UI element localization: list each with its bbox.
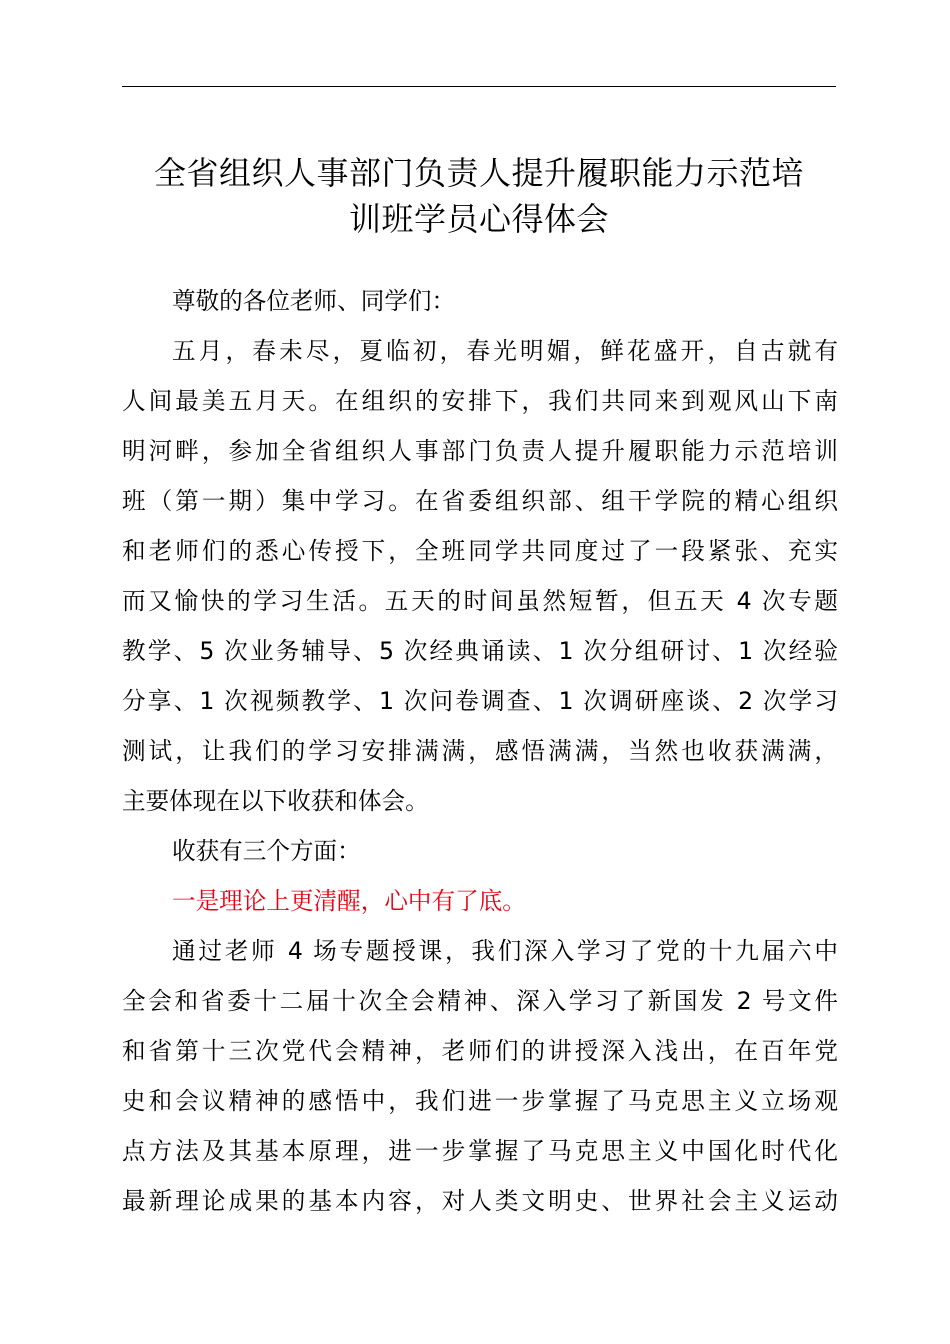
document-title	[110, 150, 848, 242]
paragraph-1-line: 分享、1 次视频教学、1 次问卷调查、1 次调研座谈、2 次学习	[122, 687, 838, 715]
title-line: 全省组织人事部门负责人提升履职能力示范培	[153, 154, 804, 192]
section-1-heading: 一是理论上更清醒，心中有了底。	[172, 887, 526, 915]
paragraph-2-line: 最新理论成果的基本内容，对人类文明史、世界社会主义运动	[122, 1187, 838, 1215]
paragraph-1-line: 主要体现在以下收获和体会。	[122, 787, 429, 815]
paragraph-2-line: 史和会议精神的感悟中，我们进一步掌握了马克思主义立场观	[122, 1087, 838, 1115]
paragraph-2-line: 全会和省委十二届十次全会精神、深入学习了新国发 2 号文件	[122, 987, 838, 1015]
paragraph-1-line: 测试，让我们的学习安排满满，感悟满满，当然也收获满满，	[122, 737, 838, 765]
paragraph-1-line: 和老师们的悉心传授下，全班同学共同度过了一段紧张、充实	[122, 537, 838, 565]
salutation: 尊敬的各位老师、同学们：	[172, 287, 456, 315]
paragraph-2-line: 通过老师 4 场专题授课，我们深入学习了党的十九届六中	[172, 937, 838, 965]
paragraph-2-line: 和省第十三次党代会精神，老师们的讲授深入浅出，在百年党	[122, 1037, 838, 1065]
paragraph-2-line: 点方法及其基本原理，进一步掌握了马克思主义中国化时代化	[122, 1137, 838, 1165]
paragraph-1-line: 班（第一期）集中学习。在省委组织部、组干学院的精心组织	[122, 487, 838, 515]
header-rule	[122, 86, 836, 87]
paragraph-1-line: 五月，春未尽，夏临初，春光明媚，鲜花盛开，自古就有	[172, 337, 838, 365]
document-body	[122, 276, 838, 1226]
harvest-intro: 收获有三个方面：	[172, 837, 361, 865]
paragraph-1-line: 教学、5 次业务辅导、5 次经典诵读、1 次分组研讨、1 次经验	[122, 637, 838, 665]
title-line: 训班学员心得体会	[348, 200, 609, 238]
paragraph-1-line: 人间最美五月天。在组织的安排下，我们共同来到观风山下南	[122, 387, 838, 415]
paragraph-1-line: 明河畔，参加全省组织人事部门负责人提升履职能力示范培训	[122, 437, 838, 465]
paragraph-1-line: 而又愉快的学习生活。五天的时间虽然短暂，但五天 4 次专题	[122, 587, 838, 615]
